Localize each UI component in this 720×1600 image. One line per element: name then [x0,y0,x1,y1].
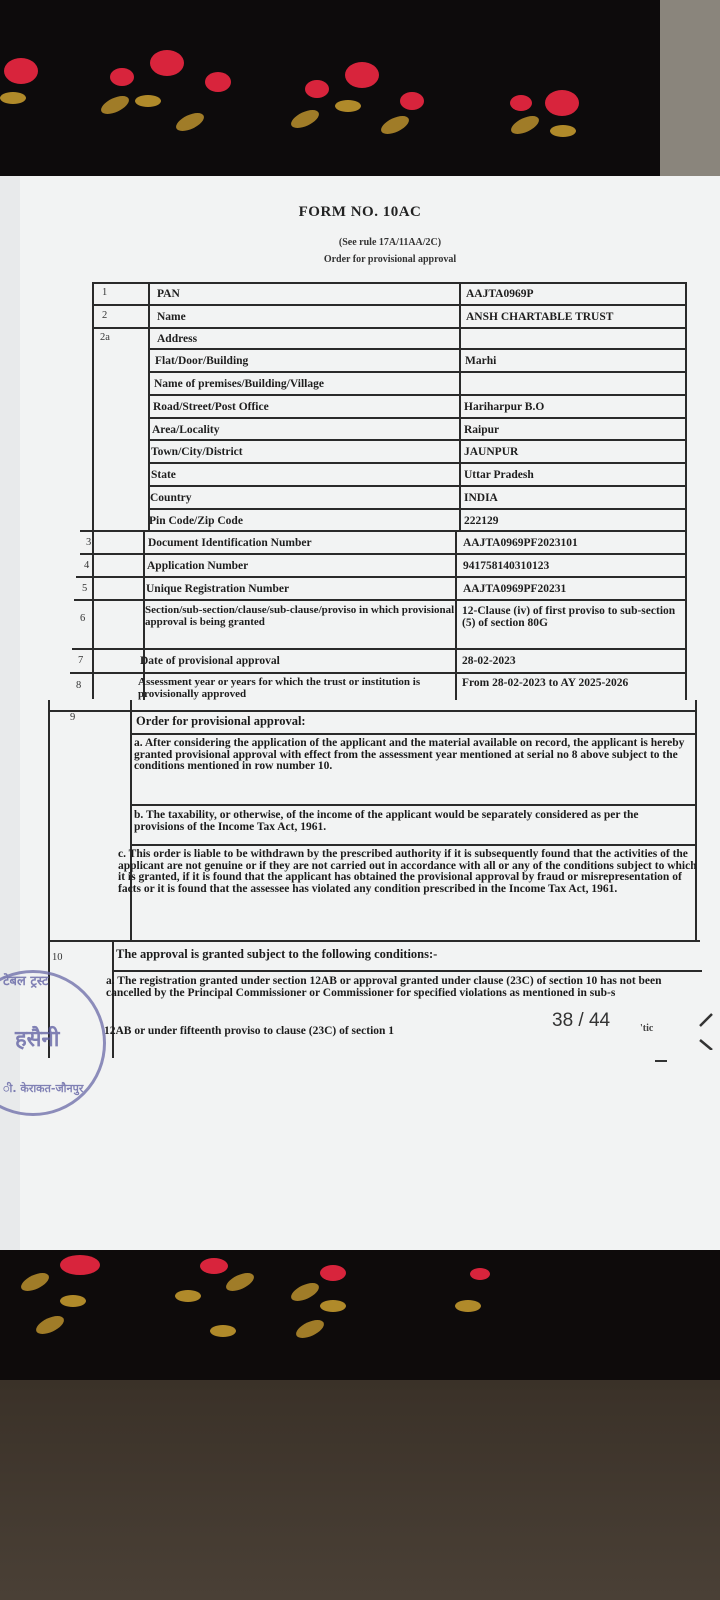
stamp-text-bottom: ी. केराकत-जौनपुर [3,1082,84,1095]
row-number: 2 [102,310,108,321]
value-assessment-year: From 28-02-2023 to AY 2025-2026 [462,677,629,689]
label-unique-registration: Unique Registration Number [146,583,290,595]
row-number: 7 [78,655,84,666]
row-number: 10 [52,952,63,963]
label-flat-door-building: Flat/Door/Building [155,355,249,367]
label-state: State [151,469,176,481]
order-heading: Order for provisional approval: [136,714,306,728]
chevron-up-icon[interactable] [690,1010,720,1050]
label-name: Name [157,311,186,323]
conditions-paragraph-a: a. The registration granted under section 12AB or approval granted under clause (23C) of section 10 has not been cancelled by the Principal Commissioner or Commissioner for specified violations as mentioned in sub-s [106,975,662,999]
stamp-text-top: टेबल ट्रस्ट [3,974,49,989]
label-area-locality: Area/Locality [152,424,220,436]
value-unique-registration: AAJTA0969PF20231 [463,583,567,595]
form-rule-reference: (See rule 17A/11AA/2C) [338,237,442,248]
label-date-approval: Date of provisional approval [140,655,280,667]
label-assessment-year: Assessment year or years for which the trust or institution is provisionally approved [138,676,421,700]
conditions-paragraph-a-tail: 12AB or under fifteenth proviso to clause (23C) of section 1 [104,1025,395,1037]
label-section: Section/sub-section/clause/sub-clause/proviso in which provisional approval is being granted [145,604,455,628]
label-application-number: Application Number [147,560,249,572]
row-number: 6 [80,613,86,624]
order-paragraph-c: c. This order is liable to be withdrawn by the prescribed authority if it is subsequently found that the activities of the applicant are not genuine or if they are not carried out in accordance with all or any of the conditions subject to which it is granted, if it is found that the applicant has obtained the provisional approval by fraud or misrepresentation of facts or it is found that the assessee has violated any condition prescribed in the Income Tax Act, 1961. [118,848,697,896]
label-country: Country [150,492,192,504]
value-section: 12-Clause (iv) of first proviso to sub-section (5) of section 80G [462,605,676,630]
row-number: 8 [76,680,82,691]
value-town-city: JAUNPUR [464,446,519,458]
value-pan: AAJTA0969P [466,288,534,300]
row-number: 5 [82,583,88,594]
label-road-street: Road/Street/Post Office [153,401,269,413]
background-fabric-bottom [0,1248,720,1388]
label-pin-code: Pin Code/Zip Code [149,515,243,527]
row-number: 1 [102,287,108,298]
background-floor [0,1380,720,1600]
label-address: Address [157,333,198,345]
value-date-approval: 28-02-2023 [462,655,516,667]
row-number: 9 [70,712,76,723]
value-area-locality: Raipur [464,424,500,436]
label-document-id: Document Identification Number [148,537,312,549]
order-paragraph-b: b. The taxability, or otherwise, of the income of the applicant would be separately considered as per the provisions of the Income Tax Act, 1961. [134,809,639,833]
form-subtitle: Order for provisional approval [323,254,457,265]
row-number: 2a [100,332,110,343]
page-counter: 38 / 44 [548,1010,614,1032]
value-name: ANSH CHARTABLE TRUST [466,311,614,323]
value-country: INDIA [464,492,498,504]
value-document-id: AAJTA0969PF2023101 [463,537,578,549]
background-wall [660,0,720,200]
form-title: FORM NO. 10AC [298,204,422,220]
row-number: 3 [86,537,92,548]
label-premises: Name of premises/Building/Village [154,378,324,390]
value-road-street: Hariharpur B.O [464,401,545,413]
value-state: Uttar Pradesh [464,469,534,481]
conditions-cut-text: 'tic [640,1023,654,1034]
stamp-text-center: हसैनी [15,1027,60,1052]
order-paragraph-a: a. After considering the application of the applicant and the material available on record, the applicant is hereby granted provisional approval with effect from the assessment year mentioned at serial no 8 above subject to the conditions mentioned in row number 10. [134,737,685,773]
minus-dash [655,1060,667,1062]
value-application-number: 941758140310123 [463,560,550,572]
value-pin-code: 222129 [464,515,499,527]
conditions-heading: The approval is granted subject to the following conditions:- [116,947,438,961]
value-flat-door-building: Marhi [465,355,497,367]
row-number: 4 [84,560,90,571]
label-town-city: Town/City/District [151,446,243,458]
label-pan: PAN [157,288,180,300]
